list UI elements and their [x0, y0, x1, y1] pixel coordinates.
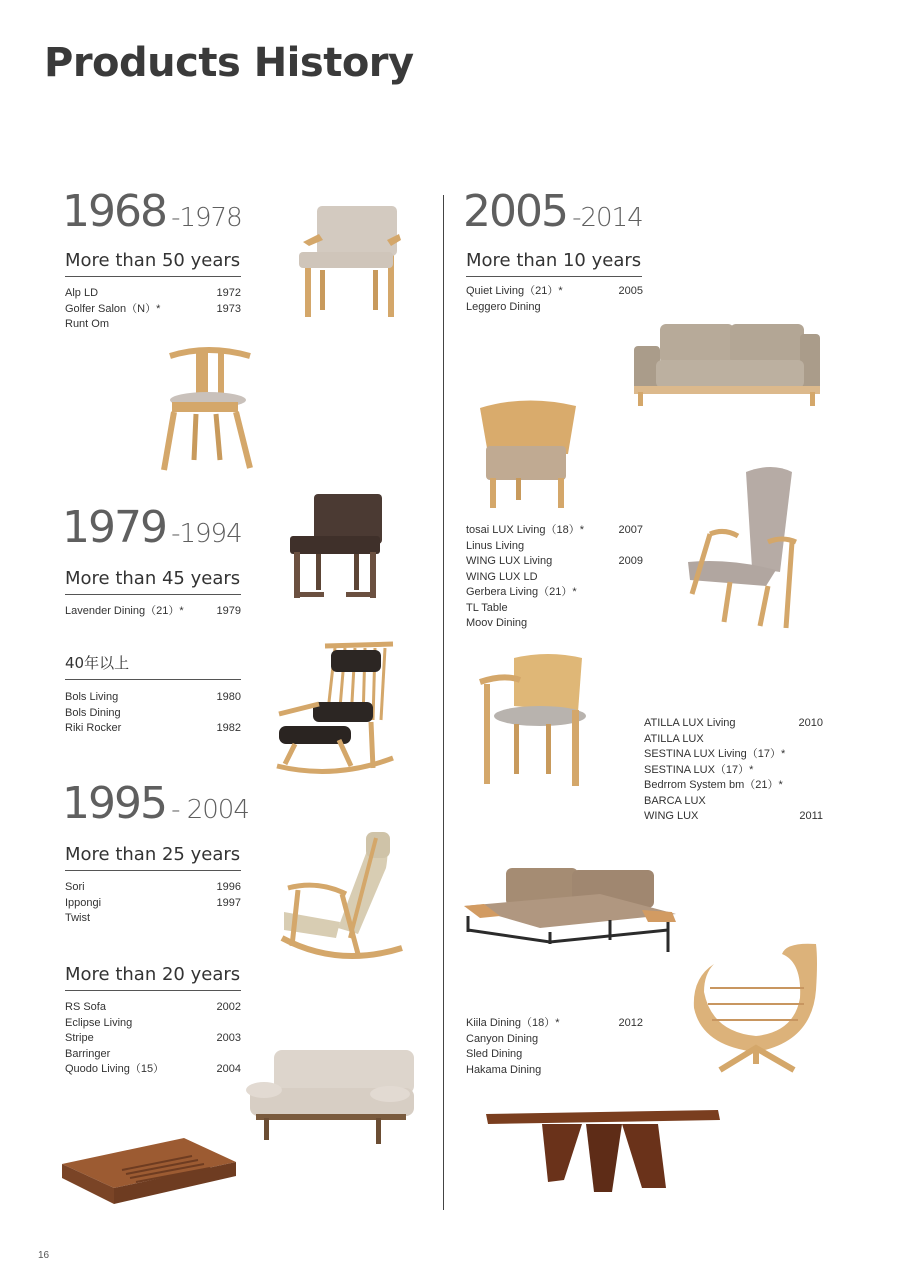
rocking-chair-leather-image: [275, 640, 397, 780]
highback-lounge-chair-image: [680, 462, 802, 634]
group-heading: More than 10 years: [466, 250, 642, 277]
list-item: WING LUX 2011: [644, 810, 823, 822]
era-end: -1994: [171, 519, 242, 549]
list-item: Bedrrom System bm（21）*: [644, 779, 783, 791]
list-item: Sled Dining: [466, 1048, 523, 1060]
list-item: Hakama Dining: [466, 1063, 542, 1076]
rocking-chair-fabric-image: [278, 828, 406, 974]
sofa-cream-image: [240, 1048, 418, 1146]
armchair-oak-image: [474, 650, 590, 790]
lounge-chair-oak-image: [476, 398, 580, 512]
group-25-years: [65, 844, 241, 927]
list-item: TL Table: [466, 601, 508, 614]
list-item: Alp LD 1972: [65, 287, 241, 299]
list-item: tosai LUX Living（18）* 2007: [466, 524, 643, 536]
era-end: -1978: [171, 203, 242, 233]
group-heading: 40年以上: [65, 652, 241, 680]
era-end: -2014: [572, 203, 643, 233]
era-1995-2004: [62, 778, 249, 829]
era-1979-1994: [62, 502, 242, 553]
list-item: SESTINA LUX Living（17）*: [644, 748, 786, 760]
list-item: Stripe 2003: [65, 1032, 241, 1044]
era-end: - 2004: [171, 795, 249, 825]
product-list-2005: [466, 284, 643, 315]
list-item: Eclipse Living: [65, 1016, 133, 1029]
sofa-beige-image: [630, 320, 824, 410]
sofa-bench-image: [460, 864, 680, 958]
group-50-years: [65, 250, 241, 333]
product-list: [65, 880, 241, 927]
era-start: 2005: [463, 186, 567, 237]
low-table-brown-image: [60, 1136, 238, 1210]
product-list-2010: [644, 716, 823, 825]
era-2005-2014: [463, 186, 643, 237]
list-item: Canyon Dining: [466, 1032, 539, 1045]
list-item: Kiila Dining（18）* 2012: [466, 1017, 643, 1029]
page-title: Products History: [44, 40, 414, 86]
list-item: Twist: [65, 912, 91, 924]
list-item: Golfer Salon（N）* 1973: [65, 302, 241, 315]
list-item: Sori 1996: [65, 881, 241, 893]
list-item: BARCA LUX: [644, 794, 706, 807]
list-item: Quiet Living（21）* 2005: [466, 285, 643, 297]
product-list: [65, 604, 241, 620]
list-item: Runt Om: [65, 318, 110, 330]
list-item: Linus Living: [466, 539, 525, 552]
list-item: Barringer: [65, 1047, 111, 1060]
list-item: Quodo Living（15） 2004: [65, 1063, 241, 1075]
list-item: Lavender Dining（21）* 1979: [65, 605, 241, 617]
group-heading: More than 20 years: [65, 964, 241, 991]
group-heading: More than 25 years: [65, 844, 241, 871]
group-45-years: [65, 568, 241, 620]
product-list-2012: [466, 1016, 643, 1078]
product-list: [65, 286, 241, 333]
product-list: [65, 1000, 241, 1078]
era-start: 1979: [62, 502, 166, 553]
column-divider: [443, 195, 444, 1210]
era-start: 1968: [62, 186, 166, 237]
group-10-years: [466, 250, 642, 277]
armchair-beige-image: [295, 200, 405, 322]
list-item: Bols Dining: [65, 706, 121, 719]
dining-table-walnut-image: [482, 1108, 722, 1194]
list-item: RS Sofa 2002: [65, 1001, 241, 1013]
product-list-2007: [466, 523, 643, 632]
group-40-years: [65, 652, 241, 737]
dining-chair-curved-image: [160, 342, 256, 477]
list-item: SESTINA LUX（17）*: [644, 763, 754, 776]
dining-chair-dark-brown-image: [288, 492, 386, 602]
group-20-years: [65, 964, 241, 1078]
page-number: 16: [38, 1250, 50, 1261]
group-heading: More than 50 years: [65, 250, 241, 277]
era-start: 1995: [62, 778, 166, 829]
list-item: ATILLA LUX: [644, 732, 704, 745]
list-item: Gerbera Living（21）*: [466, 586, 577, 598]
list-item: Bols Living 1980: [65, 691, 241, 703]
list-item: WING LUX Living 2009: [466, 555, 643, 567]
sculptural-chair-image: [690, 938, 822, 1076]
list-item: Moov Dining: [466, 617, 528, 629]
list-item: ATILLA LUX Living 2010: [644, 717, 823, 729]
list-item: Riki Rocker 1982: [65, 722, 241, 734]
era-1968-1978: [62, 186, 242, 237]
group-heading: More than 45 years: [65, 568, 241, 595]
list-item: WING LUX LD: [466, 570, 538, 583]
product-list: [65, 690, 241, 737]
list-item: Leggero Dining: [466, 300, 541, 313]
list-item: Ippongi 1997: [65, 896, 241, 909]
